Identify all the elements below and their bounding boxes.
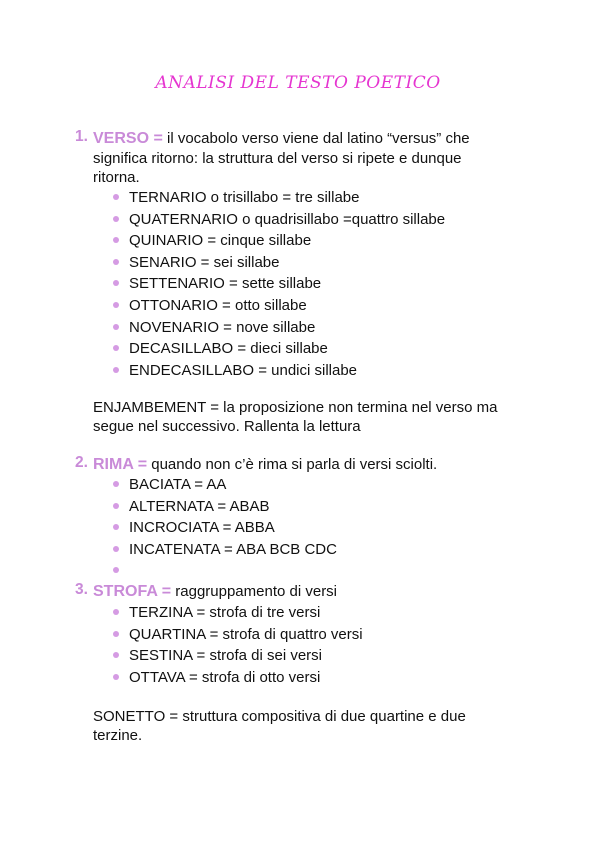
- sonnet-line-2: terzine.: [93, 727, 143, 744]
- bullet-icon: [113, 367, 119, 373]
- list-item: QUARTINA = strofa di quattro versi: [113, 625, 363, 647]
- list-item: SESTINA = strofa di sei versi: [113, 646, 363, 668]
- section-number-1: 1.: [75, 128, 88, 145]
- rhyme-types-list: [113, 475, 337, 583]
- section-1-text: il vocabolo verso viene dal latino “versus” che: [162, 130, 470, 147]
- list-item: NOVENARIO = nove sillabe: [113, 318, 445, 340]
- list-item: SETTENARIO = sette sillabe: [113, 274, 445, 296]
- list-item: DECASILLABO = dieci sillabe: [113, 339, 445, 361]
- bullet-icon: [113, 237, 119, 243]
- bullet-icon: [113, 216, 119, 222]
- enjambement-line-2: segue nel successivo. Rallenta la lettura: [93, 418, 361, 435]
- list-item: OTTAVA = strofa di otto versi: [113, 668, 363, 690]
- bullet-icon: [113, 503, 119, 509]
- list-item: QUINARIO = cinque sillabe: [113, 231, 445, 253]
- page-title: ANALISI DEL TESTO POETICO: [155, 73, 441, 93]
- list-item: BACIATA = AA: [113, 475, 337, 497]
- bullet-icon: [113, 259, 119, 265]
- section-3-text: raggruppamento di versi: [171, 583, 338, 600]
- bullet-icon: [113, 481, 119, 487]
- section-2-text: quando non c’è rima si parla di versi sciolti.: [147, 456, 438, 473]
- bullet-icon: [113, 567, 119, 573]
- section-1-intro-line-3: ritorna.: [93, 169, 140, 186]
- section-2-intro-line-1: [93, 455, 437, 474]
- list-item: TERNARIO o trisillabo = tre sillabe: [113, 188, 445, 210]
- bullet-icon: [113, 652, 119, 658]
- section-1-intro-line-1: [93, 129, 470, 148]
- section-3-term: STROFA =: [93, 583, 172, 600]
- list-item: OTTONARIO = otto sillabe: [113, 296, 445, 318]
- bullet-icon: [113, 324, 119, 330]
- bullet-icon: [113, 524, 119, 530]
- list-item: TERZINA = strofa di tre versi: [113, 603, 363, 625]
- enjambement-line-1: ENJAMBEMENT = la proposizione non termina nel verso ma: [93, 399, 498, 416]
- bullet-icon: [113, 194, 119, 200]
- bullet-icon: [113, 609, 119, 615]
- list-item: SENARIO = sei sillabe: [113, 253, 445, 275]
- section-number-3: 3.: [75, 581, 88, 598]
- stanza-types-list: [113, 603, 363, 689]
- section-2-term: RIMA =: [93, 456, 148, 473]
- section-1-intro-line-2: significa ritorno: la struttura del verso si ripete e dunque: [93, 150, 462, 167]
- bullet-icon: [113, 345, 119, 351]
- list-item: INCATENATA = ABA BCB CDC: [113, 540, 337, 562]
- sonnet-line-1: SONETTO = struttura compositiva di due quartine e due: [93, 708, 466, 725]
- bullet-icon: [113, 302, 119, 308]
- list-item: [113, 561, 337, 583]
- bullet-icon: [113, 546, 119, 552]
- section-3-intro-line-1: [93, 582, 337, 601]
- bullet-icon: [113, 674, 119, 680]
- list-item: INCROCIATA = ABBA: [113, 518, 337, 540]
- section-1-term: VERSO =: [93, 130, 163, 147]
- list-item: ALTERNATA = ABAB: [113, 497, 337, 519]
- section-number-2: 2.: [75, 454, 88, 471]
- bullet-icon: [113, 631, 119, 637]
- bullet-icon: [113, 280, 119, 286]
- list-item: ENDECASILLABO = undici sillabe: [113, 361, 445, 383]
- list-item: QUATERNARIO o quadrisillabo =quattro sillabe: [113, 210, 445, 232]
- verse-types-list: [113, 188, 445, 382]
